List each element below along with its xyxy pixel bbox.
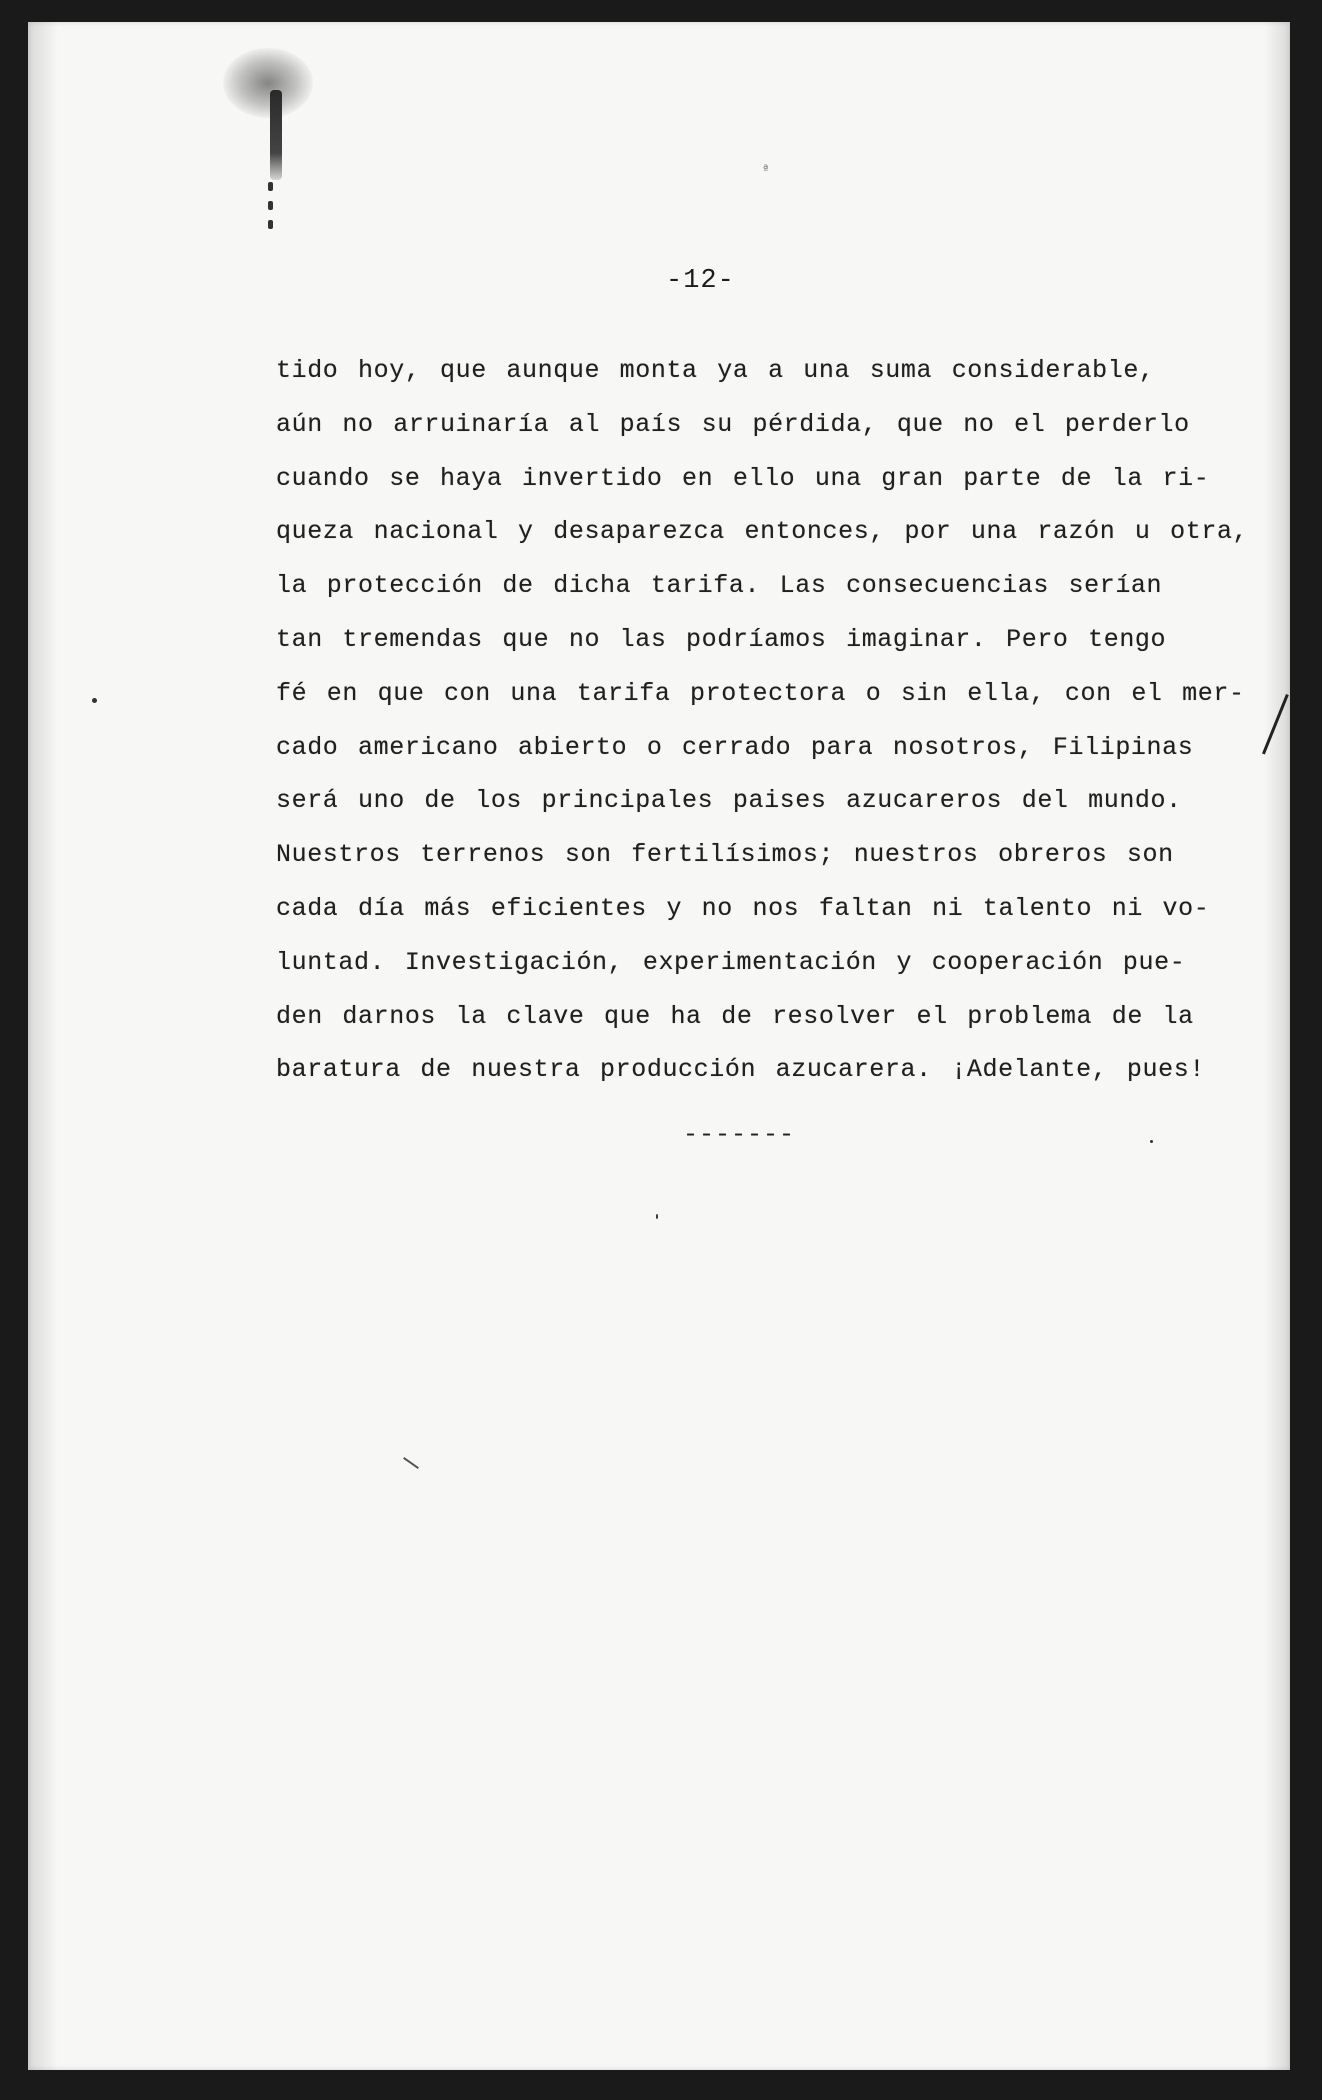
- staple-holes: [266, 182, 276, 262]
- text-line: fé en que con una tarifa protectora o sin ella, con el mer-: [276, 678, 1245, 708]
- text-line: cada día más eficientes y no nos faltan ni talento ni vo-: [276, 893, 1210, 923]
- text-line: den darnos la clave que ha de resolver el problema de la: [276, 1001, 1194, 1031]
- text-line: cado americano abierto o cerrado para nosotros, Filipinas: [276, 732, 1194, 762]
- page-right-shadow: [1264, 22, 1290, 2070]
- text-line: cuando se haya invertido en ello una gran parte de la ri-: [276, 463, 1210, 493]
- stray-mark: [403, 1457, 419, 1469]
- ink-speck: [1150, 1140, 1153, 1143]
- text-line: queza nacional y desaparezca entonces, por una razón u otra,: [276, 517, 1249, 547]
- text-line: la protección de dicha tarifa. Las consecuencias serían: [276, 571, 1163, 601]
- text-line: Nuestros terrenos son fertilísimos; nuestros obreros son: [276, 840, 1174, 870]
- text-line: luntad. Investigación, experimentación y cooperación pue-: [276, 947, 1186, 977]
- text-line: aún no arruinaría al país su pérdida, que no el perderlo: [276, 409, 1190, 439]
- page-left-shadow: [28, 22, 58, 2070]
- page-number: -12-: [666, 266, 735, 296]
- text-line: tan tremendas que no las podríamos imaginar. Pero tengo: [276, 624, 1167, 654]
- ink-speck: [656, 1214, 658, 1219]
- body-paragraph: [276, 344, 1249, 1097]
- document-page: [28, 22, 1290, 2070]
- text-line: será uno de los principales paises azucareros del mundo.: [276, 786, 1182, 816]
- top-mark: ª: [762, 162, 770, 176]
- staple-mark: [270, 90, 282, 180]
- text-line: baratura de nuestra producción azucarera. ¡Adelante, pues!: [276, 1055, 1205, 1085]
- ink-smudge: [223, 48, 313, 118]
- end-rule: -------: [683, 1120, 796, 1149]
- ink-speck: [92, 698, 97, 703]
- text-line: tido hoy, que aunque monta ya a una suma considerable,: [276, 356, 1155, 385]
